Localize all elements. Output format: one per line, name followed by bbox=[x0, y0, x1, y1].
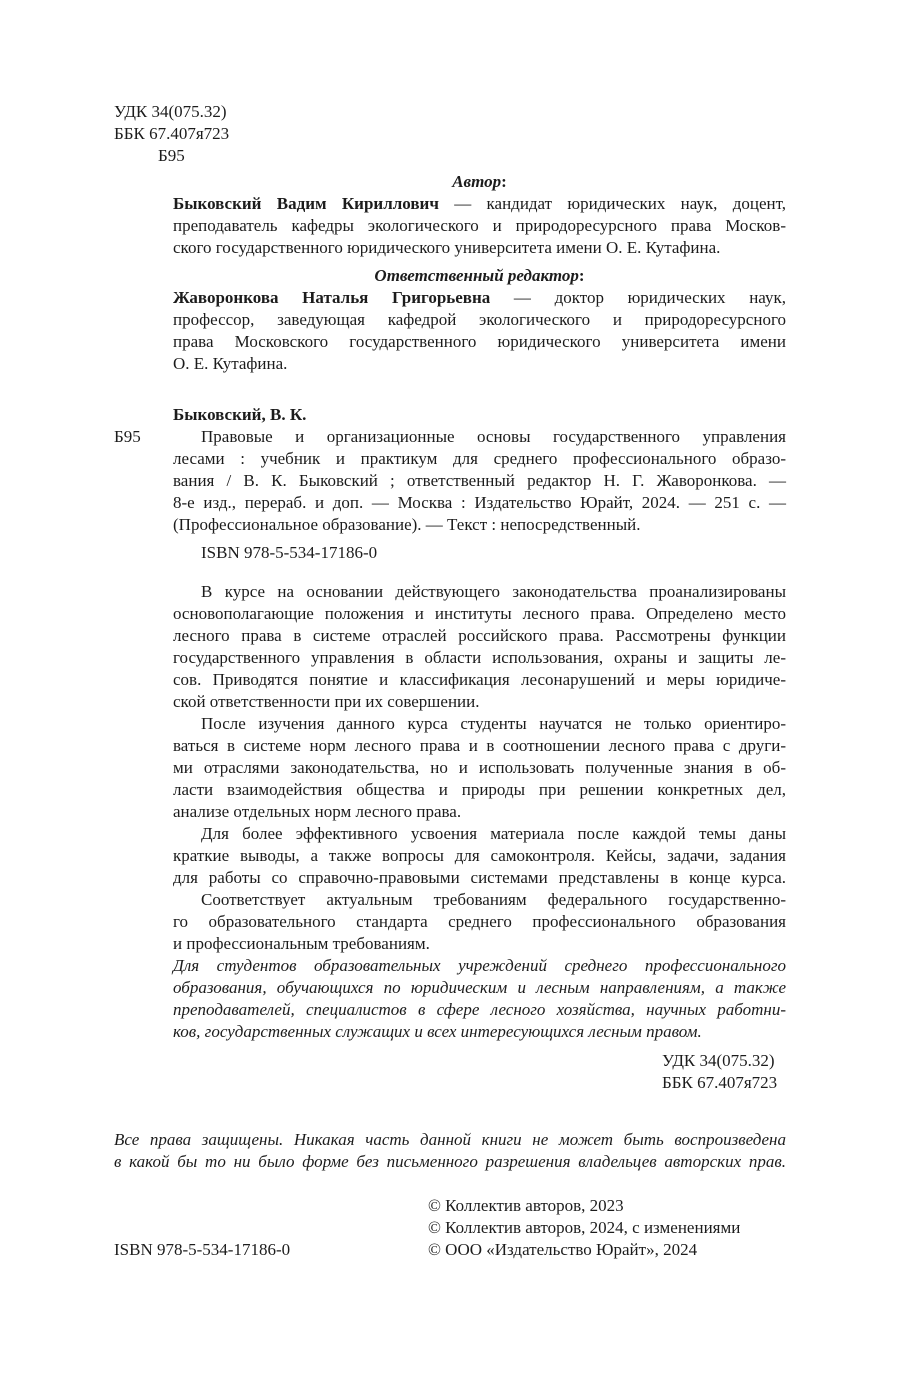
editor-heading-colon: : bbox=[578, 266, 585, 285]
author-line-2: преподаватель кафедры экологического и природоресурсного права Москов- bbox=[173, 216, 786, 235]
bbk-bottom: ББК 67.407я723 bbox=[662, 1073, 778, 1092]
annotation-p3-line-2: краткие выводы, а также вопросы для самоконтроля. Кейсы, задачи, задания bbox=[173, 846, 786, 865]
audience-line-1: Для студентов образовательных учреждений среднего профессионального bbox=[173, 956, 786, 975]
copyright-line-2: © Коллектив авторов, 2024, с изменениями bbox=[428, 1218, 741, 1237]
annotation-p4-line-1: Соответствует актуальным требованиям федерального государственно- bbox=[201, 890, 786, 909]
author-heading bbox=[173, 172, 786, 192]
editor-line-1 bbox=[173, 288, 786, 308]
udk-bottom: УДК 34(075.32) bbox=[662, 1051, 775, 1070]
annotation-p4-line-2: го образовательного стандарта среднего профессионального образования bbox=[173, 912, 786, 931]
annotation-p3-line-1: Для более эффективного усвоения материала после каждой темы даны bbox=[201, 824, 786, 843]
rights-line-2: в какой бы то ни было форме без письменного разрешения владельцев авторских прав. bbox=[114, 1152, 786, 1171]
author-heading-colon: : bbox=[501, 172, 507, 191]
author-name: Быковский Вадим Кириллович bbox=[173, 194, 439, 213]
annotation-p2-line-4: ласти взаимодействия общества и природы при решении конкретных дел, bbox=[173, 780, 786, 799]
editor-line-4: О. Е. Кутафина. bbox=[173, 354, 288, 373]
editor-line-3: права Московского государственного юридического университета имени bbox=[173, 332, 786, 351]
copyright-line-1: © Коллектив авторов, 2023 bbox=[428, 1196, 624, 1215]
annotation-p1-line-1: В курсе на основании действующего законодательства проанализированы bbox=[201, 582, 786, 601]
annotation-p1-line-3: лесного права в системе отраслей российского права. Рассмотрены функции bbox=[173, 626, 786, 645]
editor-line-2: профессор, заведующая кафедрой экологического и природоресурсного bbox=[173, 310, 786, 329]
catalog-author-heading: Быковский, В. К. bbox=[173, 405, 307, 424]
annotation-p1-line-6: ской ответственности при их совершении. bbox=[173, 692, 480, 711]
catalog-line-4: 8-е изд., перераб. и доп. — Москва : Издательство Юрайт, 2024. — 251 с. — bbox=[173, 493, 786, 512]
author-line-3: ского государственного юридического университета имени О. Е. Кутафина. bbox=[173, 238, 721, 257]
catalog-line-1: Правовые и организационные основы государственного управления bbox=[201, 427, 786, 446]
annotation-p2-line-5: анализе отдельных норм лесного права. bbox=[173, 802, 462, 821]
annotation-p1-line-4: государственного управления в области использования, охраны и защиты ле- bbox=[173, 648, 786, 667]
author-heading-label: Автор bbox=[452, 172, 502, 191]
editor-line-1-rest: — доктор юридических наук, bbox=[490, 288, 786, 307]
annotation-p1-line-5: сов. Приводятся понятие и классификация лесонарушений и меры юридиче- bbox=[173, 670, 786, 689]
annotation-p2-line-2: ваться в системе норм лесного права и в соотношении лесного права с други- bbox=[173, 736, 786, 755]
editor-heading-label: Ответственный редактор bbox=[374, 266, 579, 285]
bbk-top: ББК 67.407я723 bbox=[114, 124, 230, 143]
annotation-p1-line-2: основополагающие положения и институты лесного права. Определено место bbox=[173, 604, 786, 623]
annotation-p4-line-3: и профессиональным требованиям. bbox=[173, 934, 430, 953]
isbn-bottom: ISBN 978-5-534-17186-0 bbox=[114, 1240, 291, 1259]
annotation-p3-line-3: для работы со справочно-правовыми системами представлены в конце курса. bbox=[173, 868, 786, 887]
annotation-p2-line-1: После изучения данного курса студенты научатся не только ориентиро- bbox=[201, 714, 786, 733]
udk-top: УДК 34(075.32) bbox=[114, 102, 227, 121]
catalog-line-2: лесами : учебник и практикум для среднего профессионального образо- bbox=[173, 449, 786, 468]
audience-line-2: образования, обучающихся по юридическим и лесным направлениям, а также bbox=[173, 978, 786, 997]
audience-line-4: ков, государственных служащих и всех интересующихся лесным правом. bbox=[173, 1022, 702, 1041]
annotation-p2-line-3: ми отраслями законодательства, но и использовать полученные знания в об- bbox=[173, 758, 786, 777]
rights-line-1: Все права защищены. Никакая часть данной книги не может быть воспроизведена bbox=[114, 1130, 786, 1149]
catalog-line-5: (Профессиональное образование). — Текст : непосредственный. bbox=[173, 515, 641, 534]
author-mark-top: Б95 bbox=[158, 146, 185, 165]
author-line-1 bbox=[173, 194, 786, 214]
catalog-mark: Б95 bbox=[114, 427, 141, 446]
editor-name: Жаворонкова Наталья Григорьевна bbox=[173, 288, 491, 307]
copyright-line-3: © ООО «Издательство Юрайт», 2024 bbox=[428, 1240, 698, 1259]
audience-line-3: преподавателей, специалистов в сфере лесного хозяйства, научных работни- bbox=[173, 1000, 786, 1019]
catalog-isbn: ISBN 978-5-534-17186-0 bbox=[201, 543, 378, 562]
catalog-line-3: вания / В. К. Быковский ; ответственный редактор Н. Г. Жаворонкова. — bbox=[173, 471, 786, 490]
author-line-1-rest: — кандидат юридических наук, доцент, bbox=[438, 194, 786, 213]
editor-heading bbox=[173, 266, 786, 286]
